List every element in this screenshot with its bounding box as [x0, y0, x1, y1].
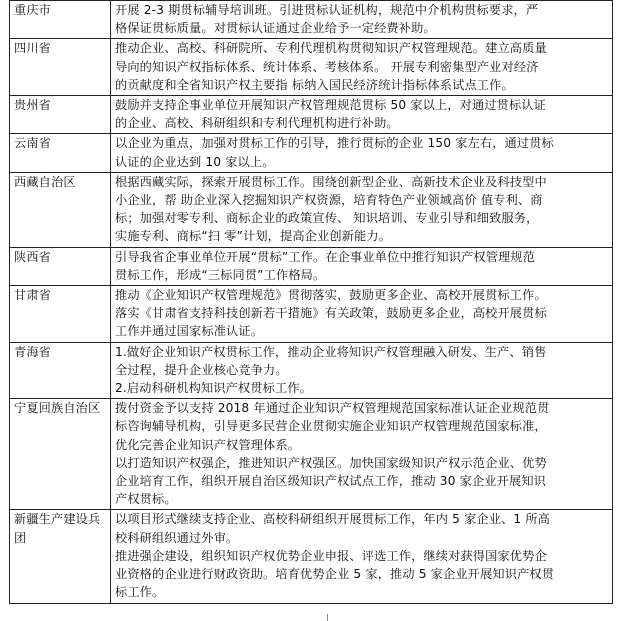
table-row [10, 286, 613, 343]
policy-content-cell [111, 39, 613, 96]
policy-text-line: 实施专利、商标“扫 零”计划，提高企业创新能力。 [115, 229, 392, 244]
region-cell: 青海省 [10, 342, 111, 399]
policy-content-cell [111, 399, 613, 510]
policy-text-line: 标咨询辅导机构，引导更多民营企业贯彻实施企业知识产权管理规范国家标准， [115, 419, 547, 434]
policy-text-line: 拨付资金予以支持 2018 年通过企业知识产权管理规范国家标准认证企业规范贯 [115, 401, 550, 416]
region-cell: 重庆市 [10, 1, 111, 39]
region-cell: 新疆生产建设兵团 [10, 510, 111, 603]
policy-content-cell [111, 1, 613, 39]
text-cursor-mark [327, 614, 328, 621]
policy-content-cell [111, 510, 613, 603]
region-cell: 宁夏回族自治区 [10, 399, 111, 510]
table-row [10, 510, 613, 603]
policy-text-line: 1.做好企业知识产权贯标工作，推动企业将知识产权管理融入研发、生产、销售 [115, 344, 547, 359]
policy-text-line: 格保证贯标质量。对贯标认证通过企业给予一定经费补助。 [115, 21, 436, 36]
policy-content-cell [111, 342, 613, 399]
policy-content-cell [111, 172, 613, 247]
policy-text-line: 校科研组织通过外审。 [115, 530, 239, 545]
policy-text-line: 以项目形式继续支持企业、高校科研组织开展贯标工作，年内 5 家企业、1 所高 [115, 512, 551, 527]
region-cell: 四川省 [10, 39, 111, 96]
policy-content-cell [111, 134, 613, 172]
region-cell: 贵州省 [10, 96, 111, 134]
policy-text-line: 的贡献度和全省知识产权主要指 标纳入国民经济统计指标体系试点工作。 [115, 77, 514, 92]
policy-text-line: 鼓励并支持企事业单位开展知识产权管理规范贯标 50 家以上，对通过贯标认证 [115, 98, 546, 113]
policy-text-line: 认证的企业达到 10 家以上。 [115, 154, 275, 169]
table-row [10, 247, 613, 285]
policy-text-line: 导向的知识产权指标体系、统计体系、考核体系。 开展专利密集型产业对经济 [115, 59, 539, 74]
policy-text-line: 2.启动科研机构知识产权贯标工作。 [115, 381, 312, 396]
policy-text-line: 以企业为重点，加强对贯标工作的引导，推行贯标的企业 150 家左右，通过贯标 [115, 136, 554, 151]
table-row [10, 134, 613, 172]
policy-text-line: 根据西藏实际，探索开展贯标工作。围绕创新型企业、高新技术企业及科技型中 [115, 174, 547, 189]
table-row [10, 39, 613, 96]
policy-text-line: 开展 2-3 期贯标辅导培训班。引进贯标认证机构，规范中介机构贯标要求，严 [115, 3, 539, 17]
policy-text-line: 小企业，帮 助企业深入挖掘知识产权资源，培育特色产业领域高价 值专利、商 [115, 193, 543, 208]
policy-text-line: 优化完善企业知识产权管理体系。 [115, 437, 301, 452]
policy-text-line: 标；加强对零专利、商标企业的政策宣传、 知识培训、专业引导和细致服务， [115, 211, 539, 226]
region-cell: 陕西省 [10, 247, 111, 285]
region-cell: 西藏自治区 [10, 172, 111, 247]
region-cell: 甘肃省 [10, 286, 111, 343]
table-row [10, 172, 613, 247]
table-body [10, 1, 613, 604]
table-row [10, 1, 613, 39]
policy-text-line: 企业培育工作，组织开展自治区级知识产权试点工作，推动 30 家企业开展知识 [115, 474, 546, 489]
policy-text-line: 推进强企建设，组织知识产权优势企业申报、评选工作，继续对获得国家优势企 [115, 548, 547, 563]
policy-text-line: 贯标工作，形成“三标同贯”工作格局。 [115, 267, 326, 282]
policy-text-line: 推动企业、高校、科研院所、专利代理机构贯彻知识产权管理规范。建立高质量 [115, 41, 547, 56]
policy-content-cell [111, 96, 613, 134]
policy-text-line: 的企业、高校、科研组织和专利代理机构进行补助。 [115, 116, 399, 131]
policy-text-line: 工作并通过国家标准认证。 [115, 324, 264, 339]
region-cell: 云南省 [10, 134, 111, 172]
policy-text-line: 标工作。 [115, 585, 165, 600]
policy-text-line: 业资格的企业进行财政资助。培育优势企业 5 家，推动 5 家企业开展知识产权贯 [115, 567, 555, 582]
policy-text-line: 落实《甘肃省支持科技创新若干措施》有关政策，鼓励更多企业，高校开展贯标 [115, 306, 547, 321]
policy-text-line: 产权贯标。 [115, 492, 177, 507]
policy-text-line: 以打造知识产权强企，推进知识产权强区。加快国家级知识产权示范企业、优势 [115, 455, 547, 470]
policy-content-cell [111, 286, 613, 343]
table-row [10, 342, 613, 399]
table-row [10, 399, 613, 510]
policy-content-cell [111, 247, 613, 285]
policy-text-line: 引导我省企事业单位开展“贯标”工作。在企事业单位中推行知识产权管理规范 [115, 249, 536, 264]
provincial-policy-table [9, 0, 613, 604]
policy-text-line: 推动《企业知识产权管理规范》贯彻落实，鼓励更多企业、高校开展贯标工作。 [115, 288, 547, 303]
table-row [10, 96, 613, 134]
policy-text-line: 全过程，提升企业核心竞争力。 [115, 362, 288, 377]
